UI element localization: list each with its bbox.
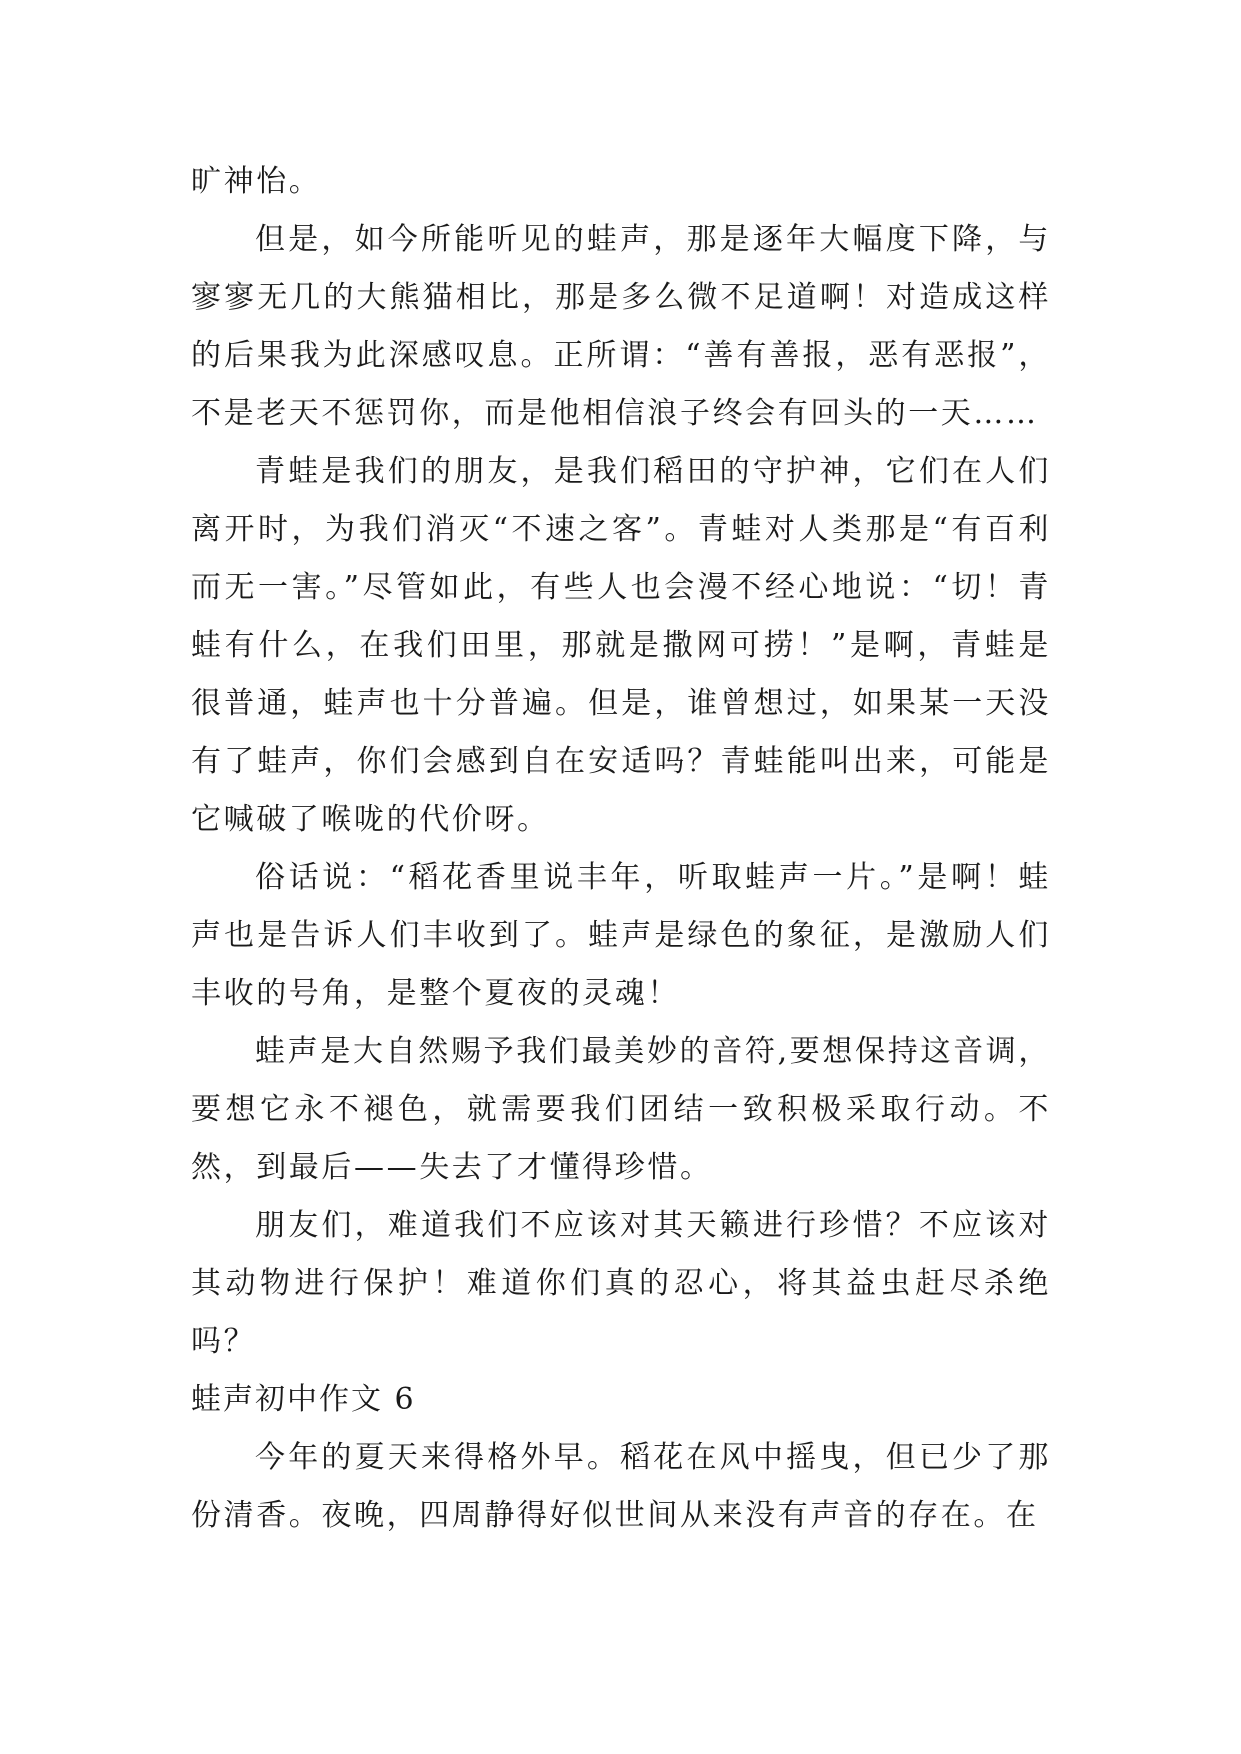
essay-heading: 蛙声初中作文 6: [191, 1382, 416, 1417]
document-body: [191, 153, 1051, 1545]
paragraph-appeal: 朋友们，难道我们不应该对其天籁进行珍惜？不应该对其动物进行保护！难道你们真的忍心，将其益虫赶尽杀绝吗？: [191, 1208, 1051, 1359]
paragraph-frog-friend: 青蛙是我们的朋友，是我们稻田的守护神，它们在人们离开时，为我们消灭“不速之客”。青蛙对人类那是“有百利而无一害。”尽管如此，有些人也会漫不经心地说：“切！青蛙有什么，在我们田里，那就是撒网可捞！”是啊，青蛙是很普通，蛙声也十分普遍。但是，谁曾想过，如果某一天没有了蛙声，你们会感到自在安适吗？青蛙能叫出来，可能是它喊破了喉咙的代价呀。: [191, 454, 1051, 837]
paragraph-continuation: 旷神怡。: [191, 164, 322, 199]
paragraph-frog-decline: 但是，如今所能听见的蛙声，那是逐年大幅度下降，与寥寥无几的大熊猫相比，那是多么微不足道啊！对造成这样的后果我为此深感叹息。正所谓：“善有善报，恶有恶报”，不是老天不惩罚你，而是他相信浪子终会有回头的一天……: [191, 222, 1051, 431]
paragraph-nature-gift: 蛙声是大自然赐予我们最美妙的音符,要想保持这音调，要想它永不褪色，就需要我们团结一致积极采取行动。不然，到最后——失去了才懂得珍惜。: [191, 1034, 1051, 1185]
paragraph-summer: 今年的夏天来得格外早。稻花在风中摇曳，但已少了那份清香。夜晚，四周静得好似世间从来没有声音的存在。在: [191, 1440, 1051, 1533]
paragraph-proverb: 俗话说：“稻花香里说丰年，听取蛙声一片。”是啊！蛙声也是告诉人们丰收到了。蛙声是绿色的象征，是激励人们丰收的号角，是整个夏夜的灵魂！: [191, 860, 1051, 1011]
